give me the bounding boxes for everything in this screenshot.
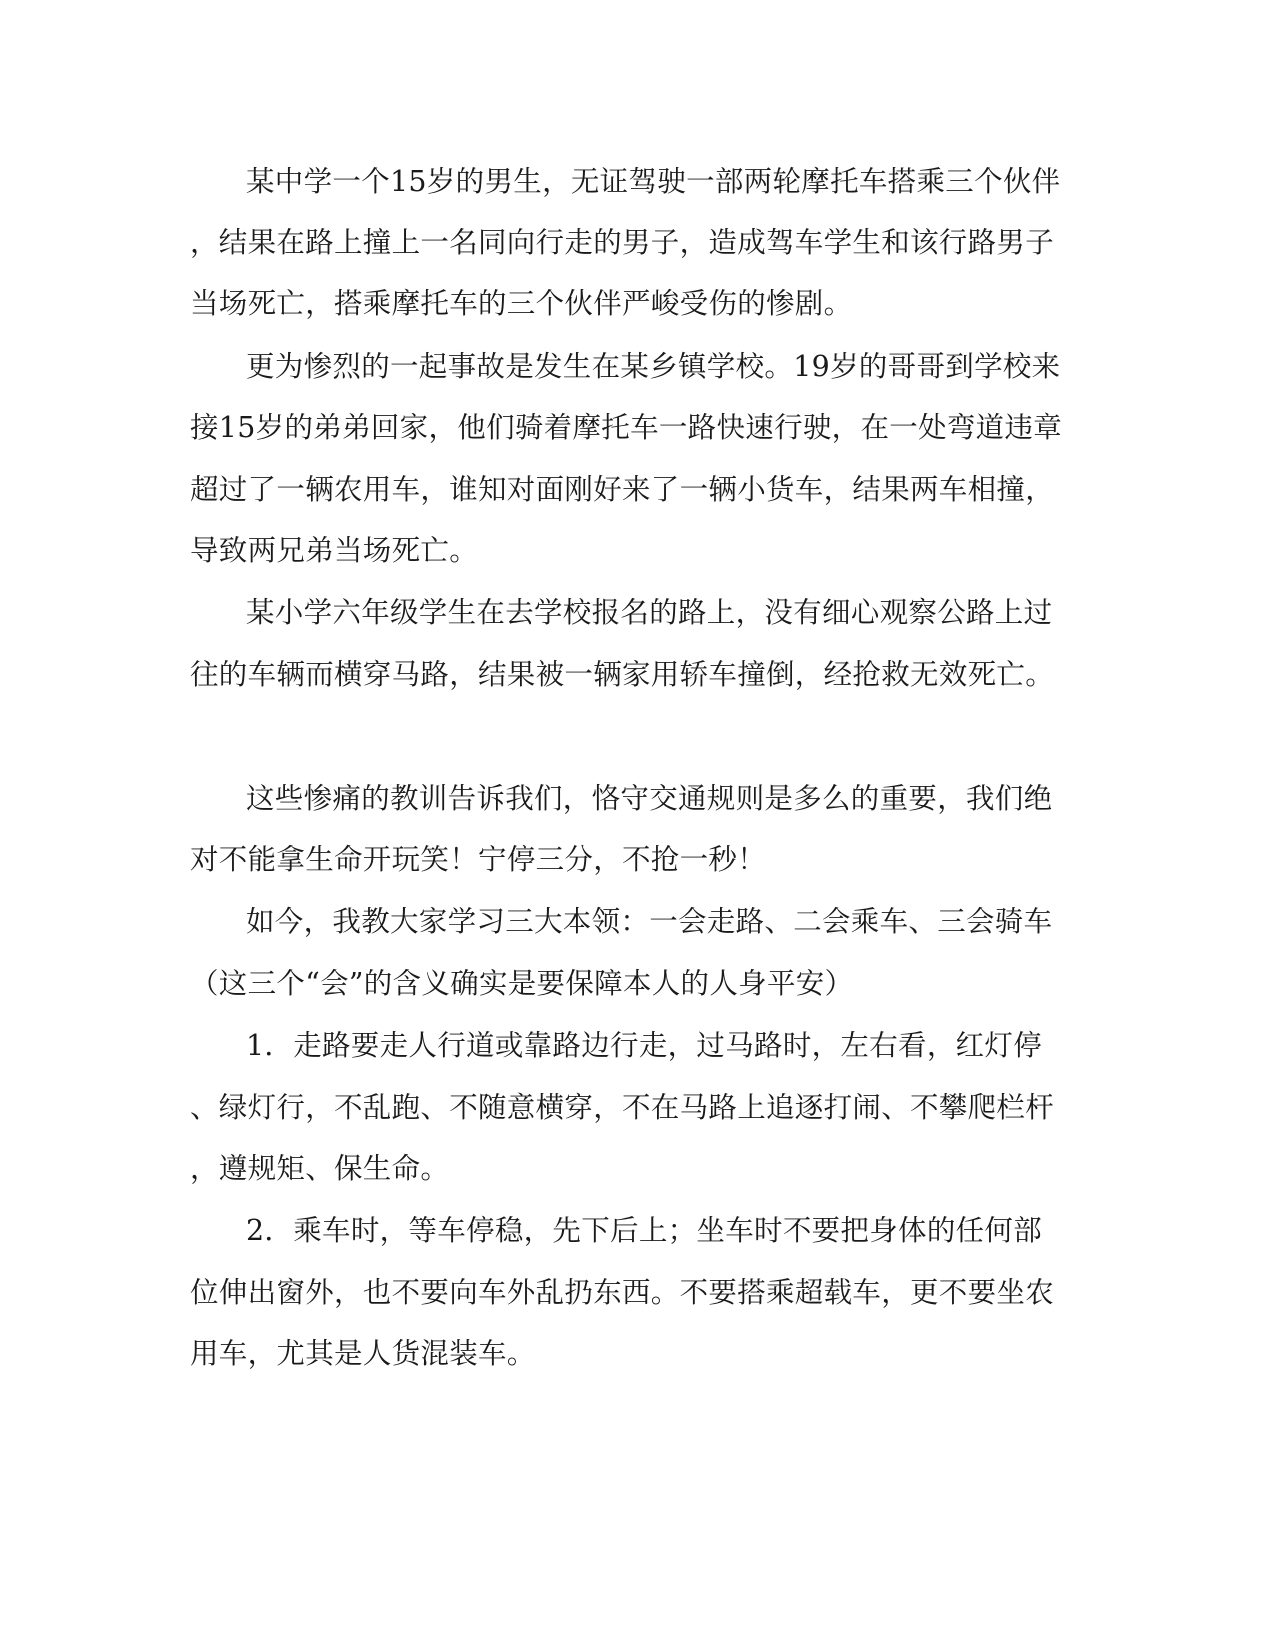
text-line: 如今，我教大家学习三大本领：一会走路、二会乘车、三会骑车 bbox=[246, 905, 1053, 938]
text-line: 更为惨烈的一起事故是发生在某乡镇学校。19岁的哥哥到学校来 bbox=[246, 350, 1061, 383]
text-line: 导致两兄弟当场死亡。 bbox=[190, 534, 479, 567]
text-line: 2．乘车时，等车停稳，先下后上；坐车时不要把身体的任何部 bbox=[246, 1214, 1043, 1247]
text-line: 位伸出窗外，也不要向车外乱扔东西。不要搭乘超载车，更不要坐农 bbox=[190, 1276, 1055, 1309]
text-line: 超过了一辆农用车，谁知对面刚好来了一辆小货车，结果两车相撞， bbox=[190, 473, 1055, 506]
text-line: 这些惨痛的教训告诉我们，恪守交通规则是多么的重要，我们绝 bbox=[246, 782, 1053, 815]
text-line: 某中学一个15岁的男生，无证驾驶一部两轮摩托车搭乘三个伙伴 bbox=[246, 165, 1061, 198]
text-line: 用车，尤其是人货混装车。 bbox=[190, 1337, 536, 1370]
text-line: 往的车辆而横穿马路，结果被一辆家用轿车撞倒，经抢救无效死亡。 bbox=[190, 658, 1055, 691]
text-line: ，结果在路上撞上一名同向行走的男子，造成驾车学生和该行路男子 bbox=[190, 226, 1055, 259]
text-line: 某小学六年级学生在去学校报名的路上，没有细心观察公路上过 bbox=[246, 596, 1053, 629]
text-line: 、绿灯行，不乱跑、不随意横穿，不在马路上追逐打闹、不攀爬栏杆 bbox=[190, 1091, 1055, 1124]
text-line: （这三个“会”的含义确实是要保障本人的人身平安） bbox=[190, 967, 854, 1000]
text-line: 对不能拿生命开玩笑！宁停三分，不抢一秒！ bbox=[190, 843, 767, 876]
text-line: 接15岁的弟弟回家，他们骑着摩托车一路快速行驶，在一处弯道违章 bbox=[190, 411, 1063, 444]
text-line: ，遵规矩、保生命。 bbox=[190, 1152, 450, 1185]
text-line: 当场死亡，搭乘摩托车的三个伙伴严峻受伤的惨剧。 bbox=[190, 287, 853, 320]
text-line: 1．走路要走人行道或靠路边行走，过马路时，左右看，红灯停 bbox=[246, 1029, 1043, 1062]
